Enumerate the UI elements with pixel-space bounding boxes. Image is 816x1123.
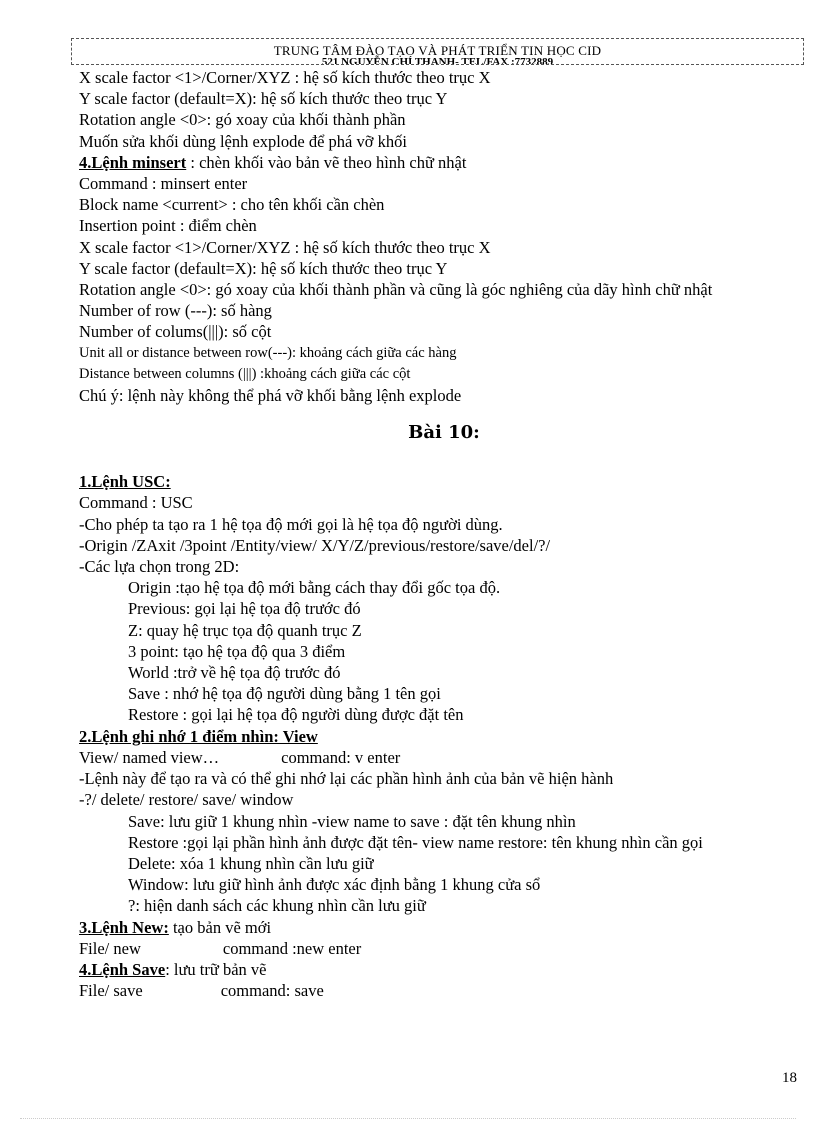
usc-option: Restore : gọi lại hệ tọa độ người dùng được đặt tên xyxy=(128,705,464,725)
new-heading-desc: tạo bản vẽ mới xyxy=(168,917,272,937)
header-line-1: TRUNG TÂM ĐÀO TẠO VÀ PHÁT TRIỂN TIN HỌC CID xyxy=(273,43,602,58)
new-command: command :new enter xyxy=(222,938,362,958)
text-line: Command : USC xyxy=(79,493,193,513)
text-line: -?/ delete/ restore/ save/ window xyxy=(79,790,294,810)
save-command-line xyxy=(79,980,809,1001)
usc-option: Z: quay hệ trục tọa độ quanh trục Z xyxy=(128,620,362,640)
text-line: Y scale factor (default=X): hệ số kích thước theo trục Y xyxy=(79,258,448,278)
save-menu-path: File/ save xyxy=(79,981,143,1001)
page-number: 18 xyxy=(782,1070,797,1086)
text-line: -Lệnh này để tạo ra và có thể ghi nhớ lại các phần hình ảnh của bản vẽ hiện hành xyxy=(79,769,614,789)
text-line: Y scale factor (default=X): hệ số kích thước theo trục Y xyxy=(79,89,448,109)
view-option: Delete: xóa 1 khung nhìn cần lưu giữ xyxy=(128,853,374,873)
view-option: ?: hiện danh sách các khung nhìn cần lưu giữ xyxy=(128,896,426,916)
usc-option: World :trở về hệ tọa độ trước đó xyxy=(128,663,341,683)
save-heading: 4.Lệnh Save xyxy=(79,959,166,979)
text-line: Insertion point : điểm chèn xyxy=(79,216,257,236)
view-option: Restore :gọi lại phần hình ảnh được đặt tên- view name restore: tên khung nhìn cần gọi xyxy=(128,832,703,852)
text-line: Muốn sửa khối dùng lệnh explode để phá vỡ khối xyxy=(79,131,407,151)
text-line: Rotation angle <0>: gó xoay của khối thành phần và cũng là góc nghiêng của dãy hình chữ nhật xyxy=(79,280,713,300)
view-option: Save: lưu giữ 1 khung nhìn -view name to save : đặt tên khung nhìn xyxy=(128,811,576,831)
new-menu-path: File/ new xyxy=(79,938,141,958)
save-heading-line xyxy=(79,959,809,980)
minsert-heading-line xyxy=(79,152,809,173)
text-line: Command : minsert enter xyxy=(79,174,248,194)
new-heading: 3.Lệnh New: xyxy=(79,917,169,937)
usc-option: Previous: gọi lại hệ tọa độ trước đó xyxy=(128,599,361,619)
minsert-heading-desc: : chèn khối vào bản vẽ theo hình chữ nhật xyxy=(186,152,467,172)
view-menu-path: View/ named view… xyxy=(79,747,220,767)
text-line: Block name <current> : cho tên khối cần chèn xyxy=(79,195,385,215)
page-header xyxy=(71,38,804,65)
header-line-2: 521 NGUYỄN CHÍ THANH- TEL/FAX :7732889 xyxy=(321,56,554,65)
text-line: Unit all or distance between row(---): khoảng cách giữa các hàng xyxy=(79,344,457,361)
text-line: -Cho phép ta tạo ra 1 hệ tọa độ mới gọi là hệ tọa độ người dùng. xyxy=(79,514,503,534)
text-line: Distance between columns (|||) :khoảng cách giữa các cột xyxy=(79,365,411,382)
text-line: X scale factor <1>/Corner/XYZ : hệ số kích thước theo trục X xyxy=(79,237,491,257)
text-line: Number of row (---): số hàng xyxy=(79,301,272,321)
save-heading-desc: : lưu trữ bản vẽ xyxy=(165,959,267,979)
view-command-line xyxy=(79,747,809,768)
save-command: command: save xyxy=(220,981,324,1001)
text-line: -Các lựa chọn trong 2D: xyxy=(79,557,240,577)
minsert-heading: 4.Lệnh minsert xyxy=(79,152,187,172)
text-line: -Origin /ZAxit /3point /Entity/view/ X/Y/Z/previous/restore/save/del/?/ xyxy=(79,535,551,555)
document-body xyxy=(79,67,809,1001)
text-line: X scale factor <1>/Corner/XYZ : hệ số kích thước theo trục X xyxy=(79,68,491,87)
usc-option: 3 point: tạo hệ tọa độ qua 3 điểm xyxy=(128,641,346,661)
new-heading-line xyxy=(79,917,809,938)
usc-heading: 1.Lệnh USC: xyxy=(79,472,171,492)
usc-option: Origin :tạo hệ tọa độ mới bằng cách thay đổi gốc tọa độ. xyxy=(128,578,501,598)
page-bottom-divider xyxy=(20,1118,796,1119)
view-heading: 2.Lệnh ghi nhớ 1 điểm nhìn: View xyxy=(79,726,318,746)
note-line: Chú ý: lệnh này không thể phá vỡ khối bằng lệnh explode xyxy=(79,386,462,406)
usc-option: Save : nhớ hệ tọa độ người dùng bằng 1 tên gọi xyxy=(128,684,441,704)
text-line: Rotation angle <0>: gó xoay của khối thành phần xyxy=(79,110,406,130)
new-command-line xyxy=(79,938,809,959)
view-command: command: v enter xyxy=(281,747,401,767)
lesson-title: Bài 10: xyxy=(408,422,480,444)
view-option: Window: lưu giữ hình ảnh được xác định bằng 1 khung cửa sổ xyxy=(128,875,541,895)
text-line: Number of colums(|||): số cột xyxy=(79,322,272,342)
